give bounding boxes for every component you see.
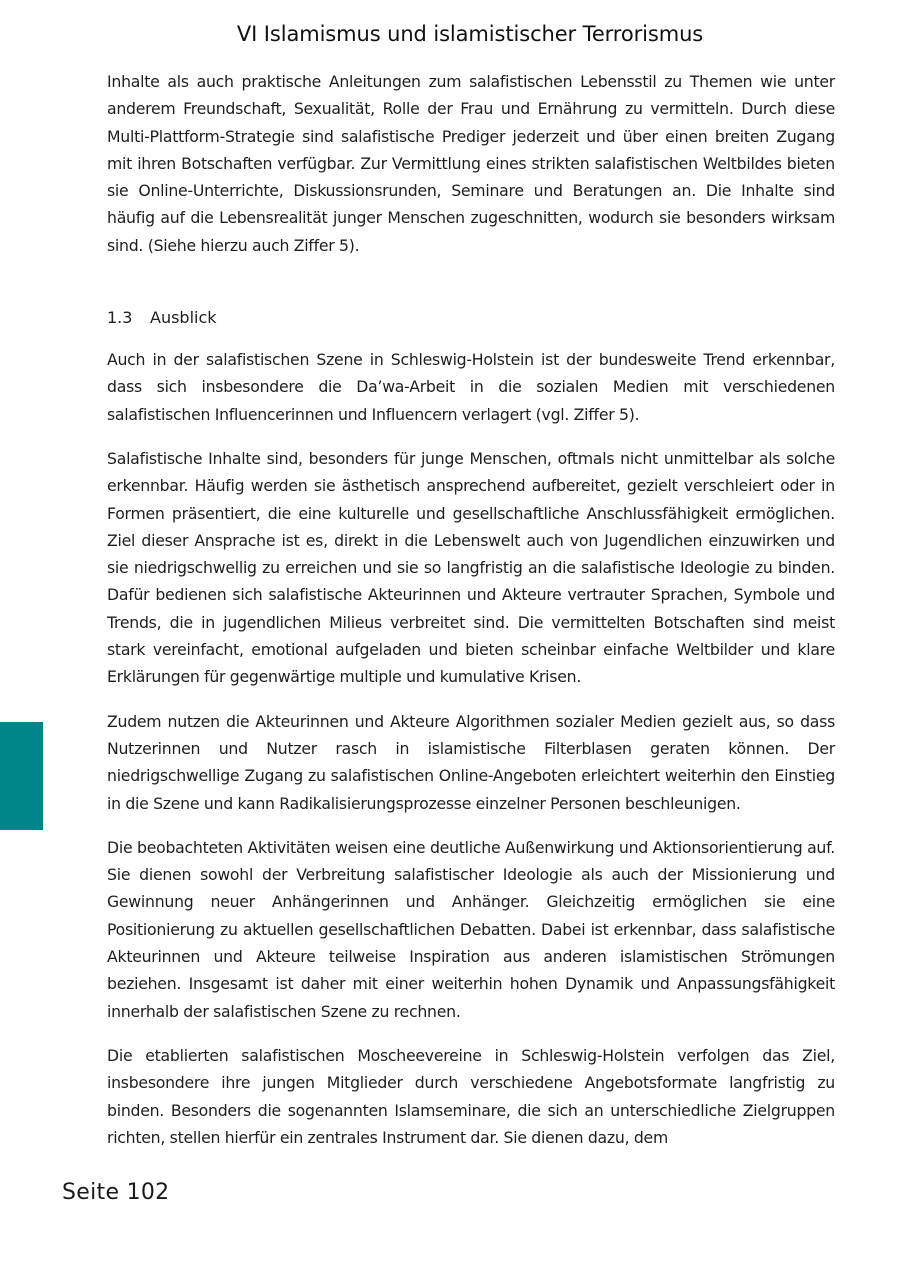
chapter-color-marker [0,722,43,830]
section-title: Ausblick [150,308,217,328]
paragraph-content-aesthetics: Salafistische Inhalte sind, besonders für junge Menschen, oftmals nicht unmittelbar als solche erkennbar. Häufig werden sie ästhetisch ansprechend aufbereitet, gezielt verschleiert oder in Formen präsentiert, die eine kulturelle und gesellschaftliche Anschlussfähigkeit ermöglichen. Ziel dieser Ansprache ist es, direkt in die Lebenswelt auch von Jugendlichen einzuwirken und sie niedrigschwellig zu erreichen und sie so langfristig an die salafistische Ideologie zu binden. Dafür bedienen sich salafistische Akteurinnen und Akteure vertrauter Sprachen, Symbole und Trends, die in jugendlichen Milieus verbreitet sind. Die vermittelten Botschaften sind meist stark vereinfacht, emotional aufgeladen und bieten scheinbar einfache Weltbilder und klare Erklärungen für gegenwärtige multiple und kumulative Krisen. [107,448,835,687]
main-content [107,68,835,1168]
paragraph-trend: Auch in der salafistischen Szene in Schleswig-Holstein ist der bundesweite Trend erkennbar, dass sich insbesondere die Da’wa-Arbeit in die sozialen Medien mit verschiedenen salafistischen Influencerinnen und Influencern verlagert (vgl. Ziffer 5). [107,350,835,424]
section-heading [107,304,835,331]
section-number: 1.3 [107,308,133,328]
lead-paragraph: Inhalte als auch praktische Anleitungen zum salafistischen Lebensstil zu Themen wie unter anderem Freundschaft, Sexualität, Rolle der Frau und Ernährung zu vermitteln. Durch diese Multi-Plattform-Strategie sind salafistische Prediger jederzeit und über einen breiten Zugang mit ihren Botschaften verfügbar. Zur Vermittlung eines strikten salafistischen Weltbildes bieten sie Online-Unterrichte, Diskussionsrunden, Seminare und Beratungen an. Die Inhalte sind häufig auf die Lebensrealität junger Menschen zugeschnitten, wodurch sie besonders wirksam sind. (Siehe hierzu auch Ziffer 5). [107,72,835,255]
paragraph-activities: Die beobachteten Aktivitäten weisen eine deutliche Außenwirkung und Aktionsorientierung auf. Sie dienen sowohl der Verbreitung salafistischer Ideologie als auch der Missionierung und Gewinnung neuer Anhängerinnen und Anhänger. Gleichzeitig ermöglichen sie eine Positionierung zu aktuellen gesellschaftlichen Debatten. Dabei ist erkennbar, dass salafistische Akteurinnen und Akteure teilweise Inspiration aus anderen islamistischen Strömungen beziehen. Insgesamt ist daher mit einer weiterhin hohen Dynamik und Anpassungsfähigkeit innerhalb der salafistischen Szene zu rechnen. [107,837,835,1021]
paragraph-mosque-associations: Die etablierten salafistischen Moscheevereine in Schleswig-Holstein verfolgen das Ziel, insbesondere ihre jungen Mitglieder durch verschiedene Angebotsformate langfristig zu binden. Besonders die sogenannten Islamseminare, die sich an unterschiedliche Zielgruppen richten, stellen hierfür ein zentrales Instrument dar. Sie dienen dazu, dem [107,1045,835,1147]
page-number: Seite 102 [62,1180,170,1205]
page-header-title: VI Islamismus und islamistischer Terrorismus [236,22,704,46]
paragraph-algorithms: Zudem nutzen die Akteurinnen und Akteure Algorithmen sozialer Medien gezielt aus, so dass Nutzerinnen und Nutzer rasch in islamistische Filterblasen geraten können. Der niedrigschwellige Zugang zu salafistischen Online-Angeboten erleichtert weiterhin den Einstieg in die Szene und kann Radikalisierungsprozesse einzelner Personen beschleunigen. [107,711,835,813]
